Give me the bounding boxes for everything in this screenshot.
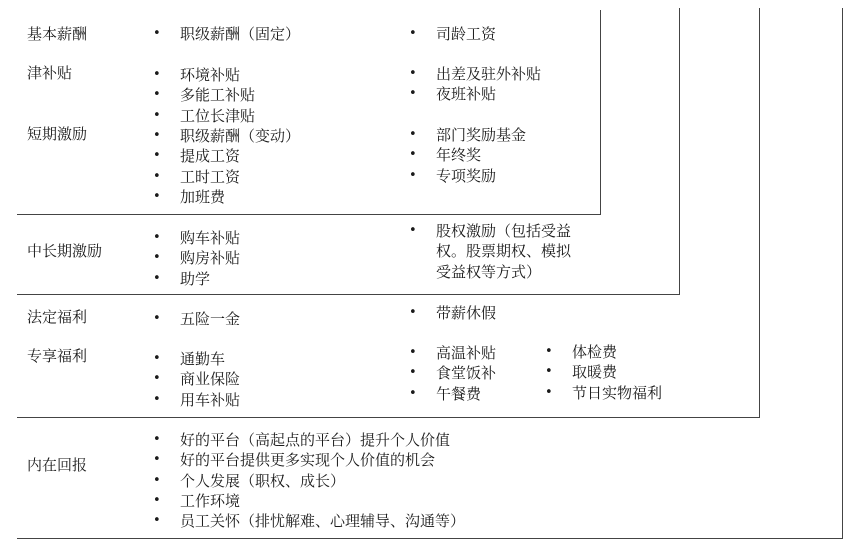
list-item: • 购房补贴 bbox=[153, 248, 240, 268]
intrinsic-list-1 bbox=[153, 430, 465, 531]
short-term-list-2 bbox=[409, 125, 526, 186]
exclusive-list-3 bbox=[545, 342, 662, 403]
long-term-list-2 bbox=[409, 221, 571, 282]
row-label-base-salary: 基本薪酬 bbox=[27, 25, 88, 43]
list-item: • 员工关怀（排忧解难、心理辅导、沟通等） bbox=[153, 511, 465, 531]
list-item: • 环境补贴 bbox=[153, 65, 255, 85]
list-item: • 多能工补贴 bbox=[153, 85, 255, 105]
list-item: • 夜班补贴 bbox=[409, 84, 541, 104]
divider-intrinsic-bottom bbox=[17, 538, 843, 539]
list-item: • 个人发展（职权、成长） bbox=[153, 471, 465, 491]
list-item: • 股权激励（包括受益 权。股票期权、模拟 受益权等方式） bbox=[409, 221, 571, 282]
row-label-statutory: 法定福利 bbox=[27, 308, 88, 326]
statutory-list-1 bbox=[153, 309, 240, 329]
list-item: • 提成工资 bbox=[153, 146, 300, 166]
row-label-exclusive: 专享福利 bbox=[27, 347, 88, 365]
row-label-intrinsic: 内在回报 bbox=[27, 456, 88, 474]
divider-welfare-bottom bbox=[17, 417, 760, 418]
list-item: • 工位长津贴 bbox=[153, 106, 255, 126]
divider-long-term-bottom bbox=[17, 294, 680, 295]
list-item: • 取暖费 bbox=[545, 362, 662, 382]
short-term-list-1 bbox=[153, 126, 300, 207]
long-term-list-1 bbox=[153, 228, 240, 289]
list-item: • 好的平台提供更多实现个人价值的机会 bbox=[153, 450, 465, 470]
list-item: • 部门奖励基金 bbox=[409, 125, 526, 145]
list-item: • 体检费 bbox=[545, 342, 662, 362]
allowance-list-2 bbox=[409, 64, 541, 105]
row-label-short-term: 短期激励 bbox=[27, 125, 88, 143]
bracket-incentive-right bbox=[679, 8, 680, 295]
bracket-total-right bbox=[842, 8, 843, 539]
exclusive-list-1 bbox=[153, 349, 240, 410]
list-item: • 职级薪酬（变动） bbox=[153, 126, 300, 146]
statutory-list-2 bbox=[409, 303, 496, 323]
list-item: • 通勤车 bbox=[153, 349, 240, 369]
list-item: • 高温补贴 bbox=[409, 343, 496, 363]
list-item: • 好的平台（高起点的平台）提升个人价值 bbox=[153, 430, 465, 450]
list-item: • 职级薪酬（固定） bbox=[153, 24, 300, 44]
list-item: • 带薪休假 bbox=[409, 303, 496, 323]
list-item: • 午餐费 bbox=[409, 384, 496, 404]
base-salary-list-2 bbox=[409, 24, 496, 44]
list-item: • 用车补贴 bbox=[153, 390, 240, 410]
list-item: • 食堂饭补 bbox=[409, 363, 496, 383]
list-item: • 工作环境 bbox=[153, 491, 465, 511]
list-item: • 节日实物福利 bbox=[545, 383, 662, 403]
list-item: • 助学 bbox=[153, 269, 240, 289]
row-label-long-term: 中长期激励 bbox=[27, 242, 103, 260]
bracket-cash-right bbox=[600, 10, 601, 215]
list-item: • 购车补贴 bbox=[153, 228, 240, 248]
divider-short-term-bottom bbox=[17, 214, 601, 215]
bracket-welfare-right bbox=[759, 8, 760, 418]
list-item: • 年终奖 bbox=[409, 145, 526, 165]
exclusive-list-2 bbox=[409, 343, 496, 404]
list-item: • 工时工资 bbox=[153, 167, 300, 187]
list-item: • 专项奖励 bbox=[409, 166, 526, 186]
base-salary-list-1 bbox=[153, 24, 300, 44]
allowance-list-1 bbox=[153, 65, 255, 126]
list-item: • 商业保险 bbox=[153, 369, 240, 389]
list-item: • 出差及驻外补贴 bbox=[409, 64, 541, 84]
list-item: • 加班费 bbox=[153, 187, 300, 207]
row-label-allowance: 津补贴 bbox=[27, 64, 73, 82]
list-item: • 五险一金 bbox=[153, 309, 240, 329]
list-item: • 司龄工资 bbox=[409, 24, 496, 44]
